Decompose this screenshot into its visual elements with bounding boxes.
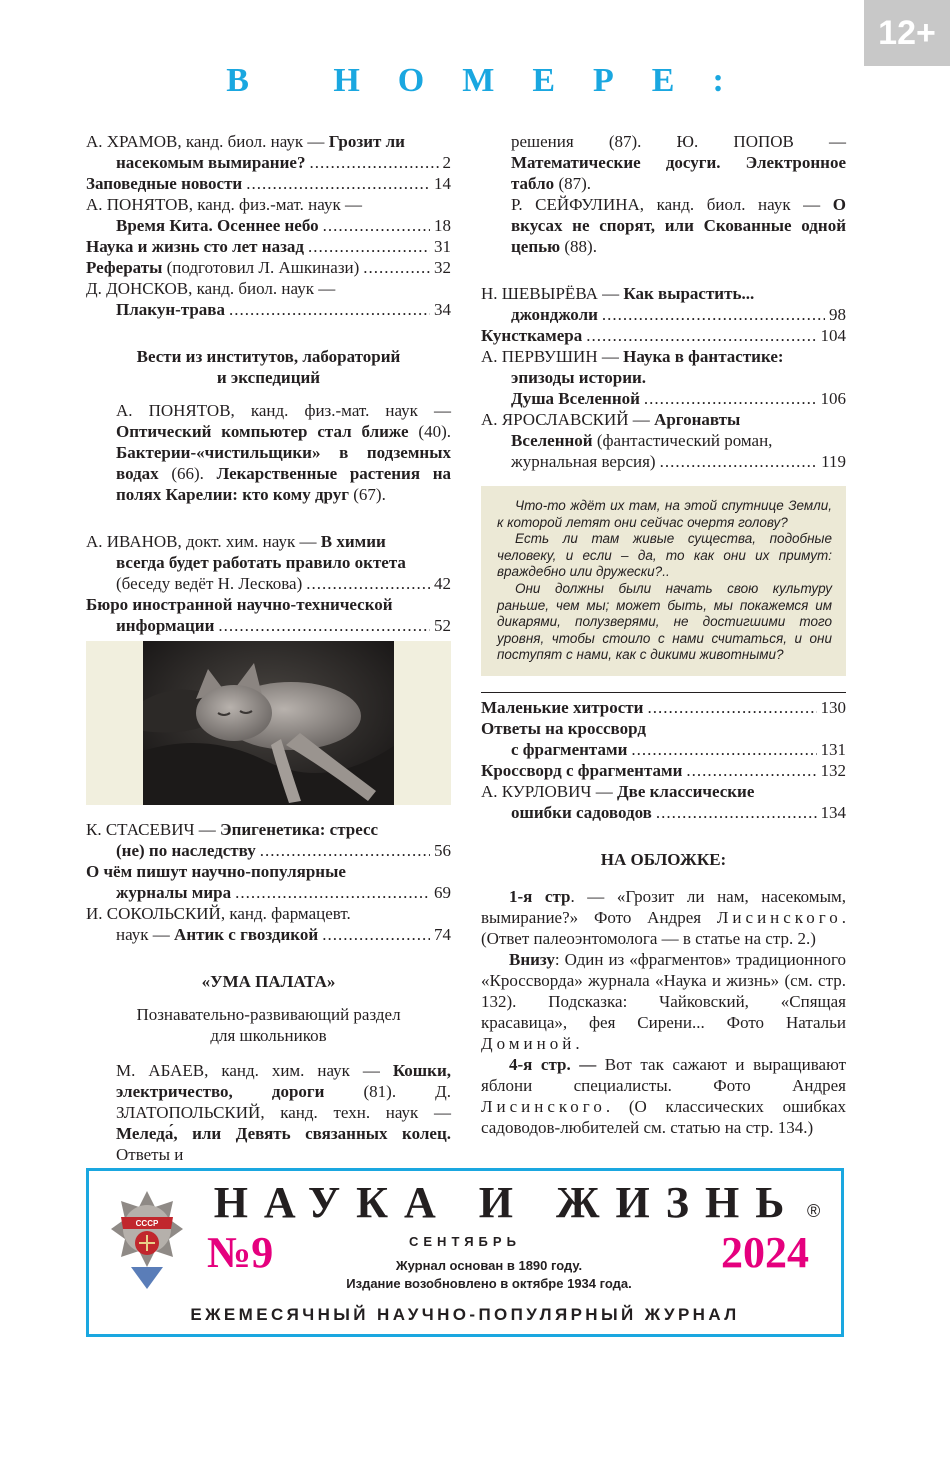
- toc-entry[interactable]: Рефераты (подготовил Л. Ашкинази) ..... 32: [86, 257, 451, 278]
- toc-entry-line[interactable]: (беседу ведёт Н. Лескова) ..... 42: [86, 573, 451, 594]
- toc-entry[interactable]: Н. ШЕВЫРЁВА — Как вырастить...: [481, 284, 755, 303]
- toc-entry-line[interactable]: насекомым вымирание? ..... 2: [86, 152, 451, 173]
- order-medal-icon: [111, 1189, 183, 1289]
- toc-left-column: [86, 131, 451, 1165]
- toc-entry[interactable]: Д. ДОНСКОВ, канд. биол. наук —: [86, 279, 336, 298]
- toc-entry[interactable]: А. ПОНЯТОВ, канд. физ.-мат. наук —: [86, 195, 362, 214]
- section-heading: Вести из институтов, лабораторий: [136, 347, 401, 366]
- registered-mark: ®: [807, 1201, 821, 1221]
- quote-paragraph: Есть ли там живые существа, подобные человеку, и если – да, то как они их примут: враждебно или дружески?..: [497, 531, 832, 580]
- toc-entry[interactable]: Кунсткамера ..... 104: [481, 325, 846, 346]
- issue-year: 2024: [721, 1228, 809, 1277]
- section-heading: и экспедиций: [216, 368, 321, 387]
- cover-caption-bottom: Внизу: Один из «фрагментов» традиционного «Кроссворда» журнала «Наука и жизнь» (см. стр. 132). Подсказка: Чайковский, «Спящая красавица», фея Сирени... Фото Натальи Доминой.: [481, 949, 846, 1053]
- toc-entry[interactable]: О чём пишут научно-популярные: [86, 862, 346, 881]
- cover-heading: НА ОБЛОЖКЕ:: [600, 849, 727, 869]
- age-rating-badge: 12+: [864, 0, 950, 66]
- issue-month: СЕНТЯБРЬ: [409, 1234, 521, 1249]
- toc-entry-line[interactable]: с фрагментами ..... 131: [481, 739, 846, 760]
- toc-entry-line[interactable]: Душа Вселенной ..... 106: [481, 388, 846, 409]
- toc-entry[interactable]: А. ХРАМОВ, канд. биол. наук — Грозит ли: [86, 132, 405, 151]
- toc-entry[interactable]: М. АБАЕВ, канд. хим. наук — Кошки, электричество, дороги (81). Д. ЗЛАТОПОЛЬСКИЙ, канд. техн. наук — Меледа́, или Девять связанных колец. Ответы и: [116, 1061, 451, 1164]
- quote-box: [481, 486, 846, 676]
- quote-paragraph: Что-то ждёт их там, на этой спутнице Земли, к которой летят они сейчас очертя голову?: [497, 498, 832, 530]
- masthead: [86, 1168, 844, 1337]
- toc-entry[interactable]: Бюро иностранной научно-технической: [86, 595, 393, 614]
- toc-entry[interactable]: А. ЯРОСЛАВСКИЙ — Аргонавты: [481, 410, 741, 429]
- toc-entry[interactable]: Заповедные новости ..... 14: [86, 173, 451, 194]
- toc-entry-line[interactable]: ошибки садоводов ..... 134: [481, 802, 846, 823]
- divider: [481, 692, 846, 693]
- section-heading-uma-palata: «УМА ПАЛАТА»: [201, 972, 336, 991]
- toc-entry-line[interactable]: Плакун-трава ..... 34: [86, 299, 451, 320]
- cat-illustration: [86, 641, 451, 805]
- toc-entry-line[interactable]: эпизоды истории.: [511, 368, 647, 387]
- toc-entry-line[interactable]: журналы мира ..... 69: [86, 882, 451, 903]
- toc-entry[interactable]: А. ИВАНОВ, докт. хим. наук — В химии: [86, 532, 386, 551]
- toc-entry[interactable]: Наука и жизнь сто лет назад ..... 31: [86, 236, 451, 257]
- toc-entry-line[interactable]: Время Кита. Осеннее небо ..... 18: [86, 215, 451, 236]
- toc-right-column: [481, 131, 846, 1138]
- quote-paragraph: Они должны были начать свою культуру раньше, чем мы; может быть, мы покажемся им дикарями, полузверями, не достигшими того уровня, чтобы стоило с нами считаться, и они поступят с нами, как с дикими животными?: [497, 580, 832, 663]
- toc-entry[interactable]: Маленькие хитрости ..... 130: [481, 697, 846, 718]
- toc-entry[interactable]: А. ПЕРВУШИН — Наука в фантастике:: [481, 347, 784, 366]
- toc-entry-continued[interactable]: решения (87). Ю. ПОПОВ — Математические досуги. Электронное табло (87).: [511, 132, 846, 193]
- page-title: В НОМЕРЕ:: [226, 62, 762, 99]
- issue-number: №9: [207, 1228, 274, 1277]
- cover-caption-front: 1-я стр. — «Грозит ли нам, насекомым, вымирание?» Фото Андрея Лисинского. (Ответ палеоэнтомолога — в статье на стр. 2.): [481, 886, 846, 948]
- magazine-name: НАУКА И ЖИЗНЬ: [213, 1178, 801, 1227]
- svg-text:СССР: СССР: [135, 1219, 159, 1228]
- toc-entry-line[interactable]: всегда будет работать правило октета: [116, 553, 406, 572]
- toc-entry[interactable]: И. СОКОЛЬСКИЙ, канд. фармацевт.: [86, 904, 351, 923]
- toc-entry-line[interactable]: (не) по наследству ..... 56: [86, 840, 451, 861]
- magazine-tagline: ЕЖЕМЕСЯЧНЫЙ НАУЧНО-ПОПУЛЯРНЫЙ ЖУРНАЛ: [190, 1305, 740, 1324]
- toc-entry-line[interactable]: джонджоли ..... 98: [481, 304, 846, 325]
- toc-entry-line[interactable]: Вселенной (фантастический роман,: [511, 431, 773, 450]
- cover-caption-back: 4-я стр. — Вот так сажают и выращивают яблони специалисты. Фото Андрея Лисинского. (О классических ошибках садоводов-любителей см. статью на стр. 134.): [481, 1054, 847, 1137]
- section-subheading: для школьников: [210, 1026, 327, 1045]
- toc-entry-line[interactable]: информации ..... 52: [86, 615, 451, 636]
- sleeping-cat-photo: [86, 641, 451, 805]
- toc-entry[interactable]: Р. СЕЙФУЛИНА, канд. биол. наук — О вкусах не спорят, или Скованные одной цепью (88).: [511, 195, 846, 256]
- toc-entry[interactable]: А. ПОНЯТОВ, канд. физ.-мат. наук — Оптический компьютер стал ближе (40). Бактерии-«чистильщики» в подземных водах (66). Лекарственные растения на полях Карелии: кто кому друг (67).: [116, 401, 452, 504]
- toc-entry[interactable]: К. СТАСЕВИЧ — Эпигенетика: стресс: [86, 820, 379, 839]
- section-subheading: Познавательно-развивающий раздел: [136, 1005, 401, 1024]
- toc-entry[interactable]: А. КУРЛОВИЧ — Две классические: [481, 781, 755, 801]
- toc-entry-line[interactable]: наук — Антик с гвоздикой ..... 74: [86, 924, 451, 945]
- toc-entry[interactable]: Кроссворд с фрагментами ..... 132: [481, 760, 846, 781]
- toc-entry[interactable]: Ответы на кроссворд: [481, 718, 646, 738]
- founded-note: Журнал основан в 1890 году. Издание возобновлено в октябре 1934 года.: [346, 1258, 632, 1291]
- toc-entry-line[interactable]: журнальная версия) ..... 119: [481, 451, 846, 472]
